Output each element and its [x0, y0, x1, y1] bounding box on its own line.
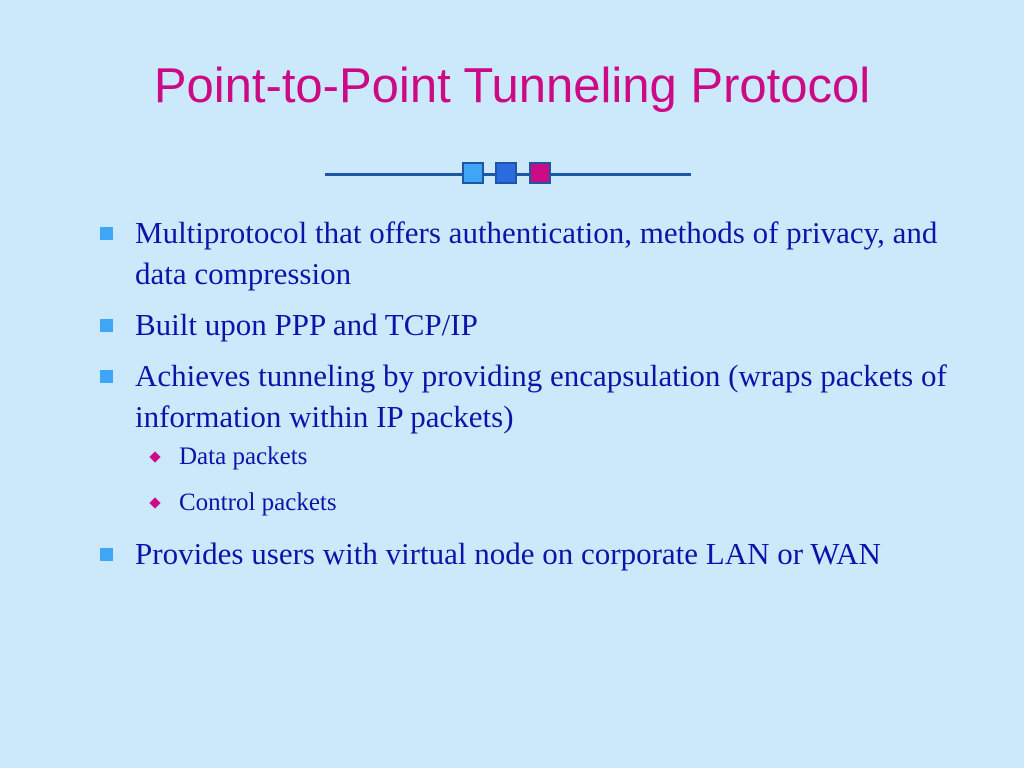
bullet-item [98, 304, 958, 345]
bullet-text: Achieves tunneling by providing encapsulation (wraps packets of information within IP packets) [135, 358, 947, 434]
square-bullet-icon [100, 548, 113, 561]
sub-bullet-text: Control packets [179, 489, 337, 516]
divider-square-magenta-icon [529, 162, 551, 184]
sub-bullet-text: Data packets [179, 443, 308, 470]
square-bullet-icon [100, 227, 113, 240]
bullet-item [98, 212, 958, 294]
diamond-bullet-icon [149, 497, 160, 508]
bullet-list [98, 212, 958, 584]
bullet-text: Multiprotocol that offers authentication, methods of privacy, and data compression [135, 215, 938, 291]
sub-bullet-item [98, 439, 958, 475]
slide-title: Point-to-Point Tunneling Protocol [153, 59, 871, 113]
bullet-item [98, 533, 958, 574]
bullet-item [98, 355, 958, 437]
divider-square-light-blue-icon [462, 162, 484, 184]
title-divider [325, 159, 691, 189]
sub-bullet-item [98, 485, 958, 521]
bullet-text: Built upon PPP and TCP/IP [135, 307, 478, 342]
diamond-bullet-icon [149, 451, 160, 462]
divider-square-blue-icon [495, 162, 517, 184]
square-bullet-icon [100, 319, 113, 332]
bullet-text: Provides users with virtual node on corporate LAN or WAN [135, 536, 881, 571]
square-bullet-icon [100, 370, 113, 383]
